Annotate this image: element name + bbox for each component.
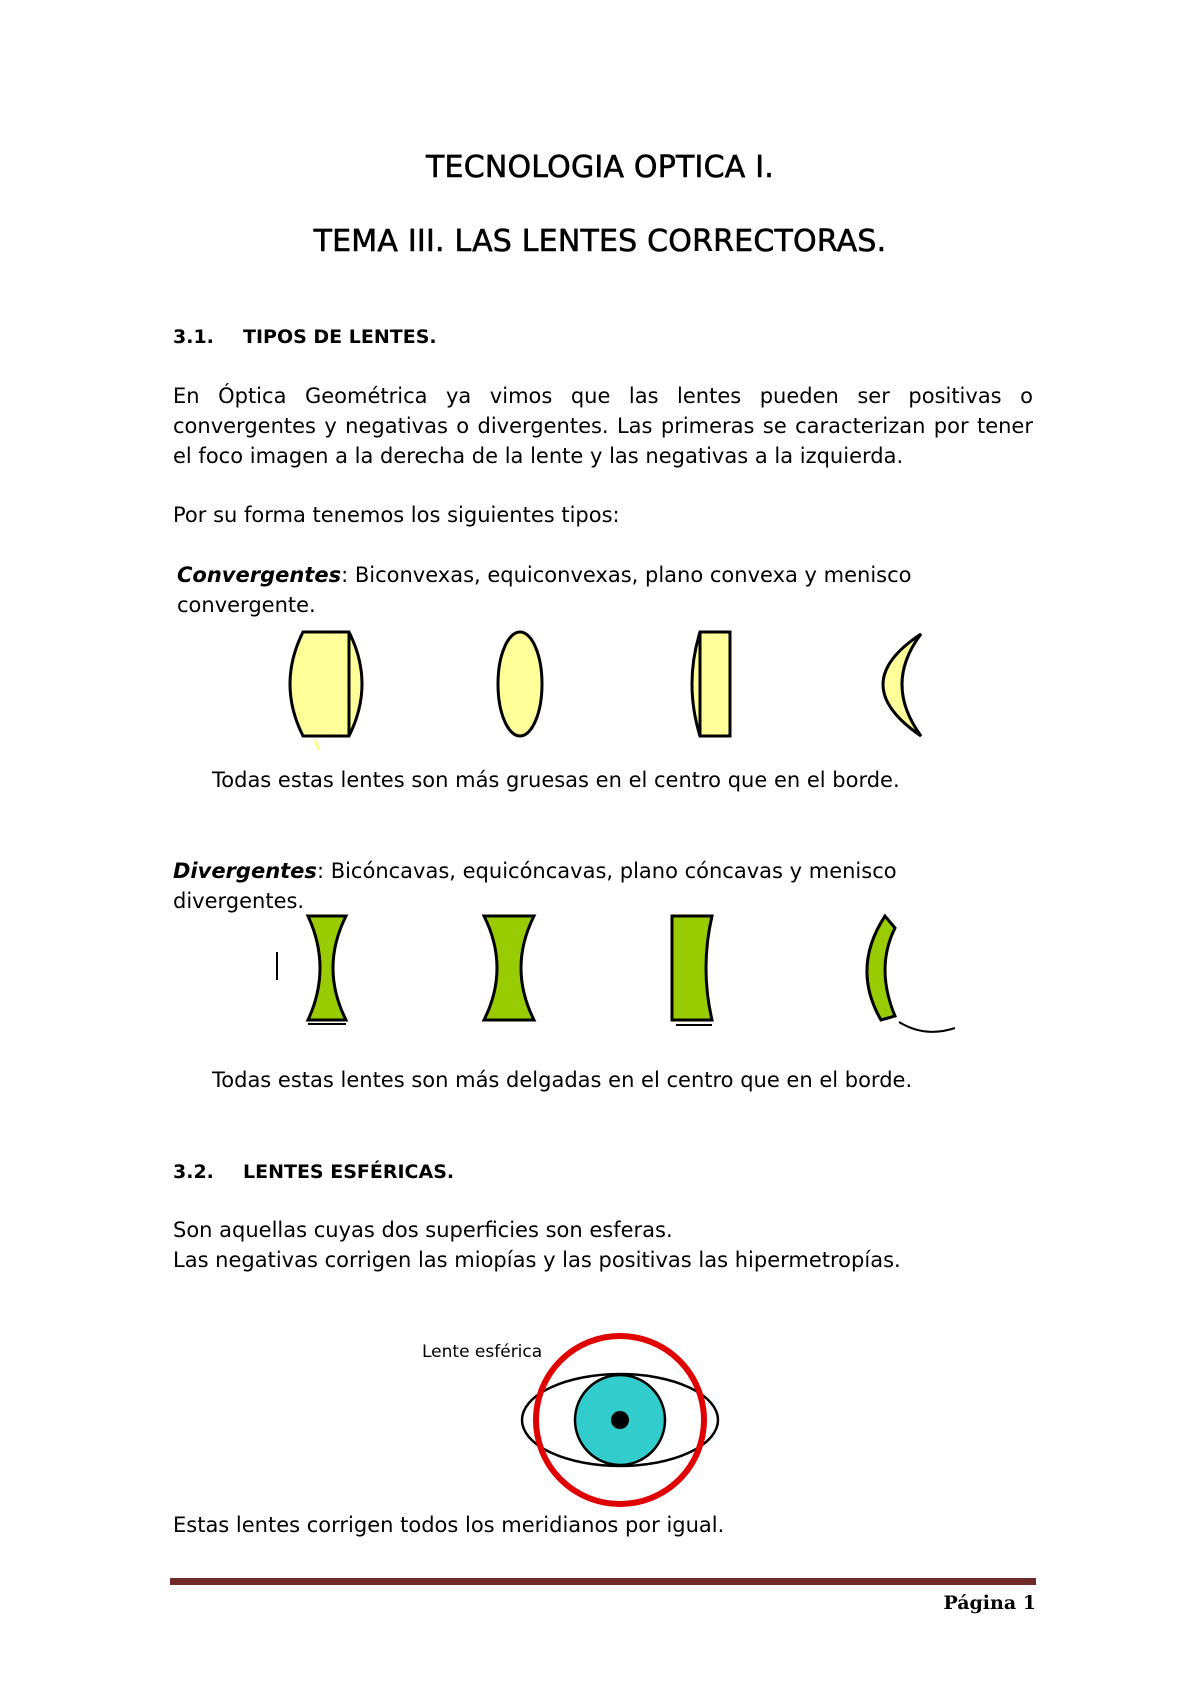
equiconcave-lens-shape <box>484 916 534 1020</box>
biconcave-lens-figure <box>270 912 360 1032</box>
pupil-icon <box>611 1411 629 1429</box>
document-title: TECNOLOGIA OPTICA I. <box>426 150 774 185</box>
biconvex-lens-figure <box>285 628 375 752</box>
spherical-line-2: Las negativas corrigen las miopías y las positivas las hipermetropías. <box>173 1248 901 1272</box>
convergent-caption: Todas estas lentes son más gruesas en el centro que en el borde. <box>212 768 900 792</box>
biconcave-lens-shape <box>308 916 346 1020</box>
divergent-caption: Todas estas lentes son más delgadas en el centro que en el borde. <box>212 1068 913 1092</box>
divergentes-line <box>173 856 1033 916</box>
section-title: TIPOS DE LENTES. <box>243 326 437 348</box>
divergent-meniscus-arc <box>899 1022 955 1032</box>
divergentes-text: : Bicóncavas, equicóncavas, plano cóncavas y menisco divergentes. <box>173 859 897 913</box>
convergent-meniscus-shape <box>883 634 921 736</box>
plano-concave-lens-shape <box>672 916 712 1020</box>
divergent-meniscus-shape <box>867 916 895 1020</box>
section-number: 3.2. <box>173 1161 214 1183</box>
closing-sentence: Estas lentes corrigen todos los meridianos por igual. <box>173 1513 725 1537</box>
section-heading-3-1 <box>173 326 437 348</box>
intro-paragraph: En Óptica Geométrica ya vimos que las lentes pueden ser positivas o convergentes y negativas o divergentes. Las primeras se caracterizan por tener el foco imagen a la derecha de la lente y las negativas a la izquierda. <box>173 384 1033 468</box>
biconvex-lens-mark <box>315 740 319 750</box>
section-heading-3-2 <box>173 1161 454 1183</box>
convergentes-text: : Biconvexas, equiconvexas, plano convexa y menisco convergente. <box>177 563 912 617</box>
eye-lens-figure <box>515 1328 725 1518</box>
convergentes-line <box>177 560 1037 620</box>
convergent-meniscus-figure <box>865 628 935 742</box>
plano-concave-lens-figure <box>668 912 728 1036</box>
footer-rule <box>170 1578 1036 1585</box>
plano-convex-lens-shape <box>692 632 730 736</box>
page-number: Página 1 <box>943 1592 1036 1614</box>
forma-sentence: Por su forma tenemos los siguientes tipos: <box>173 503 620 527</box>
equiconcave-lens-figure <box>478 912 548 1026</box>
divergent-meniscus-figure <box>855 912 965 1040</box>
convergentes-label: Convergentes <box>177 563 342 587</box>
figure-label: Lente esférica <box>422 1342 543 1362</box>
spherical-line-1: Son aquellas cuyas dos superficies son esferas. <box>173 1218 673 1242</box>
document-subtitle: TEMA III. LAS LENTES CORRECTORAS. <box>313 224 887 259</box>
equiconvex-lens-figure <box>490 628 550 742</box>
equiconvex-lens-shape <box>498 632 542 736</box>
section-title: LENTES ESFÉRICAS. <box>243 1161 455 1183</box>
section-number: 3.1. <box>173 326 214 348</box>
divergentes-label: Divergentes <box>173 859 317 883</box>
biconvex-lens-shape <box>290 632 362 736</box>
plano-convex-lens-figure <box>680 628 740 742</box>
